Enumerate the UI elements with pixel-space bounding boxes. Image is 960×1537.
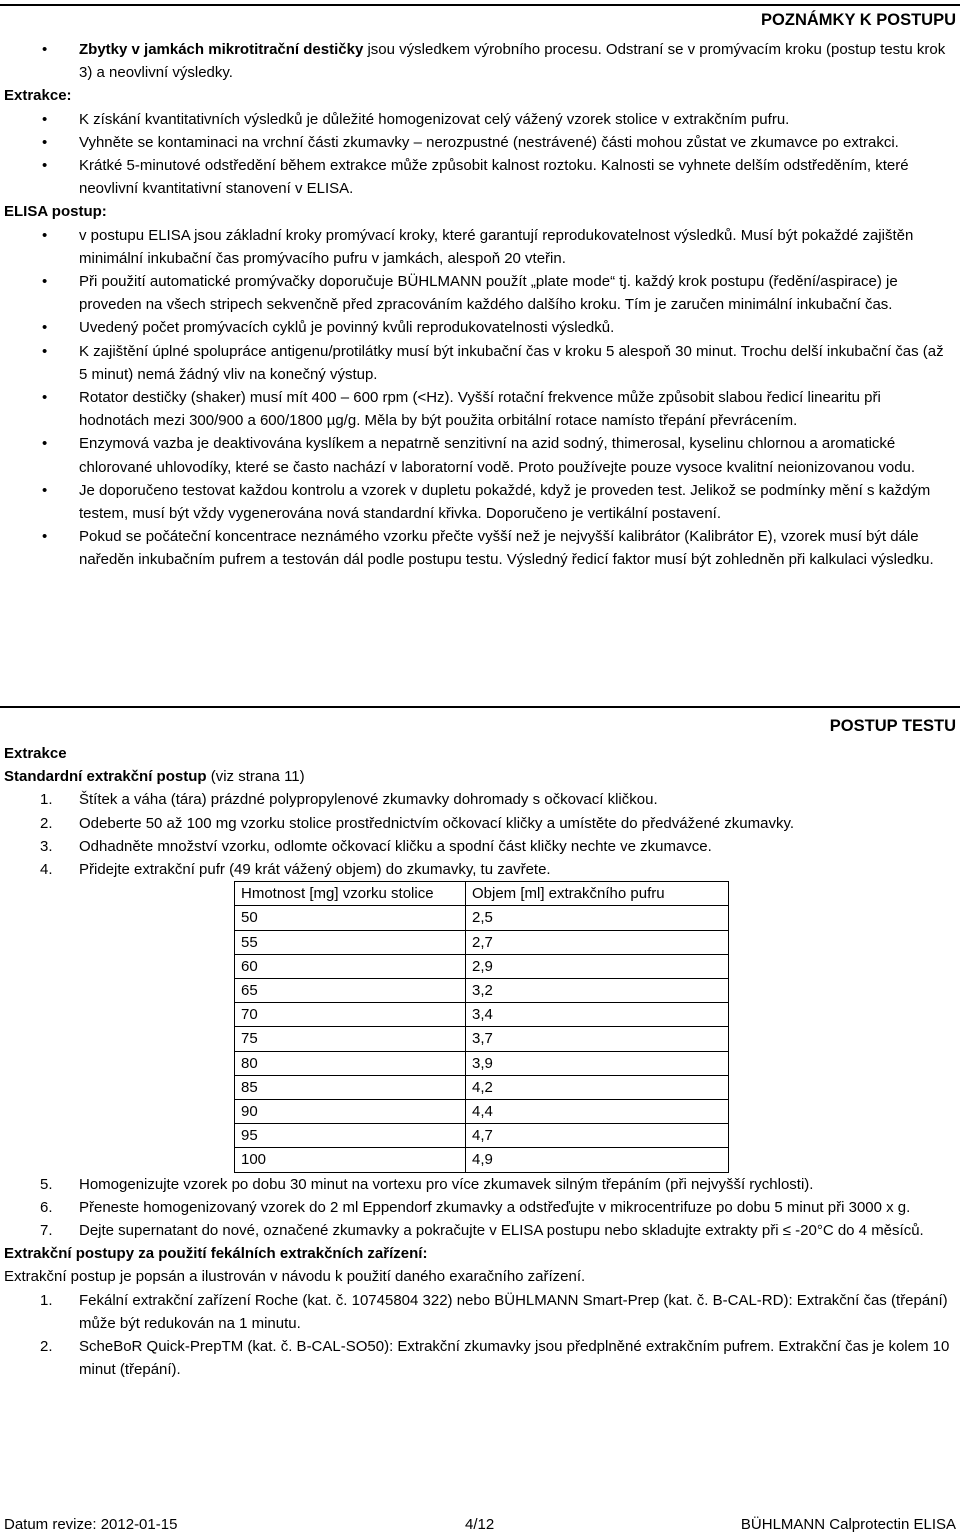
step-text: Homogenizujte vzorek po dobu 30 minut na vortexu pro více zkumavek silným třepáním (při nejvyšší rychlosti). bbox=[79, 1175, 814, 1193]
table-row bbox=[235, 979, 729, 1003]
table-header-row bbox=[235, 882, 729, 906]
table-cell: 65 bbox=[235, 979, 466, 1003]
notes-section bbox=[4, 38, 954, 572]
step-number: 6. bbox=[40, 1198, 53, 1216]
extraction-heading: Extrakce: bbox=[4, 87, 72, 105]
bullet-item bbox=[4, 108, 954, 131]
footer-product-name: BÜHLMANN Calprotectin ELISA bbox=[740, 1516, 956, 1533]
step-text: Přeneste homogenizovaný vzorek do 2 ml Eppendorf zkumavky a odstřeďujte v mikrocentrifuze po dobu 5 minut při 3000 x g. bbox=[79, 1198, 911, 1216]
table-cell: 3,9 bbox=[466, 1051, 729, 1075]
bullet-text: Při použití automatické promývačky doporučuje BÜHLMANN použít „plate mode“ tj. každý krok postupu (ředění/aspirace) je proveden na všech stripech sekvenčně před zpracováním každého dalšího kroku. Tím je zaručen minimální inkubační čas. bbox=[79, 273, 898, 314]
step-number: 4. bbox=[40, 861, 53, 879]
bullet-icon: • bbox=[42, 528, 48, 546]
bullet-item bbox=[4, 270, 954, 316]
step-item bbox=[4, 835, 954, 858]
steps-list-a bbox=[4, 788, 954, 881]
table-cell: 60 bbox=[235, 954, 466, 978]
bullet-item bbox=[4, 340, 954, 386]
table-row bbox=[235, 1075, 729, 1099]
step-number: 3. bbox=[40, 837, 53, 855]
steps-list-b bbox=[4, 1173, 954, 1243]
table-cell: 3,7 bbox=[466, 1027, 729, 1051]
table-row bbox=[235, 1051, 729, 1075]
bullet-text: K zajištění úplné spolupráce antigenu/protilátky musí být inkubační čas v kroku 5 alespoň 30 minut. Trochu delší inkubační čas (až 5 minut) nemá žádný vliv na konečný výstup. bbox=[79, 342, 944, 383]
step-item bbox=[4, 1173, 954, 1196]
table-header-cell: Objem [ml] extrakčního pufru bbox=[466, 882, 729, 906]
extraction-bullets bbox=[4, 108, 954, 201]
bullet-text: v postupu ELISA jsou základní kroky promývací kroky, které garantují reprodukovatelnost výsledků. Musí být pokaždé zajištěn minimální inkubační čas promývacího pufru v jamkách, alespoň 20 vteřin. bbox=[79, 226, 914, 267]
step-text: Štítek a váha (tára) prázdné polypropylenové zkumavky dohromady s očkovací kličkou. bbox=[79, 791, 658, 809]
bullet-icon: • bbox=[42, 41, 48, 58]
bullet-item bbox=[4, 479, 954, 525]
step-text: Odhadněte množství vzorku, odlomte očkovací kličku a spodní část kličky nechte ve zkumavce. bbox=[79, 837, 712, 855]
step-number: 1. bbox=[40, 1291, 53, 1309]
bullet-icon: • bbox=[42, 133, 48, 151]
bullet-item bbox=[4, 224, 954, 270]
step-text: Fekální extrakční zařízení Roche (kat. č. 10745804 322) nebo BÜHLMANN Smart-Prep (kat. č. B-CAL-RD): Extrakční čas (třepání) může být redukován na 1 minutu. bbox=[79, 1291, 948, 1332]
table-header-cell: Hmotnost [mg] vzorku stolice bbox=[235, 882, 466, 906]
step-item bbox=[4, 812, 954, 835]
bullet-icon: • bbox=[42, 319, 48, 337]
procedure-title: POSTUP TESTU bbox=[829, 717, 956, 735]
standard-heading-bold: Standardní extrakční postup bbox=[4, 768, 207, 786]
table-cell: 2,9 bbox=[466, 954, 729, 978]
middle-rule bbox=[0, 706, 960, 708]
step-item bbox=[4, 1289, 954, 1335]
step-item bbox=[4, 1219, 954, 1242]
step-item bbox=[4, 1335, 954, 1381]
table-row bbox=[235, 1003, 729, 1027]
step-item bbox=[4, 1196, 954, 1219]
step-item bbox=[4, 788, 954, 811]
step-number: 2. bbox=[40, 1338, 53, 1356]
step-text: Dejte supernatant do nové, označené zkumavky a pokračujte v ELISA postupu nebo skladujte extrakty při ≤ -20°C do 4 měsíců. bbox=[79, 1222, 924, 1240]
notes-intro-bullet bbox=[4, 38, 954, 84]
bullet-item bbox=[4, 432, 954, 478]
table-cell: 90 bbox=[235, 1100, 466, 1124]
table-cell: 2,5 bbox=[466, 906, 729, 930]
elisa-bullets bbox=[4, 224, 954, 572]
step-number: 7. bbox=[40, 1222, 53, 1240]
bullet-item bbox=[4, 131, 954, 154]
bullet-text: Rotator destičky (shaker) musí mít 400 – 600 rpm (<Hz). Vyšší rotační frekvence může způsobit slabou ředicí linearitu při hodnotách mezi 300/900 a 600/1800 µg/g. Měla by být použita orbitální rotace namísto třepání převrácením. bbox=[79, 389, 881, 430]
table-cell: 4,7 bbox=[466, 1124, 729, 1148]
bullet-icon: • bbox=[42, 110, 48, 128]
bullet-icon: • bbox=[42, 481, 48, 499]
table-row bbox=[235, 954, 729, 978]
table-cell: 100 bbox=[235, 1148, 466, 1172]
table-cell: 70 bbox=[235, 1003, 466, 1027]
standard-heading-rest: (viz strana 11) bbox=[206, 768, 305, 786]
bullet-item bbox=[4, 386, 954, 432]
bullet-icon: • bbox=[42, 435, 48, 453]
bullet-text: Pokud se počáteční koncentrace neznámého vzorku přečte vyšší než je nejvyšší kalibrátor (Kalibrátor E), vzorek musí být dále naředěn inkubačním pufrem a testován dál podle postupu testu. Výsledný ředicí faktor musí být zohledněn při kalkulaci výsledku. bbox=[79, 528, 934, 569]
device-steps-list bbox=[4, 1289, 954, 1382]
table-cell: 2,7 bbox=[466, 930, 729, 954]
bullet-item bbox=[4, 316, 954, 339]
table-row bbox=[235, 930, 729, 954]
device-heading: Extrakční postupy za použití fekálních extrakčních zařízení: bbox=[4, 1245, 428, 1263]
bullet-item bbox=[4, 154, 954, 200]
table-row bbox=[235, 906, 729, 930]
table-cell: 85 bbox=[235, 1075, 466, 1099]
bullet-icon: • bbox=[42, 226, 48, 244]
table-cell: 75 bbox=[235, 1027, 466, 1051]
table-cell: 3,2 bbox=[466, 979, 729, 1003]
bullet-text: Enzymová vazba je deaktivována kyslíkem a nepatrně senzitivní na azid sodný, thimerosal, kyselinu chlornou a aromatické chlorované uhlovodíky, které se často nachází v laboratorní vodě. Proto používejte pouze vysoce kvalitní neionizovanou vodu. bbox=[79, 435, 916, 476]
bullet-bold-text: Zbytky v jamkách mikrotitrační destičky bbox=[79, 41, 364, 58]
bullet-text: Krátké 5-minutové odstředění během extrakce může způsobit kalnost roztoku. Kalnosti se vyhnete delším odstředěním, které neovlivní kvantitativní stanovení v ELISA. bbox=[79, 157, 909, 198]
table-row bbox=[235, 1027, 729, 1051]
notes-title: POZNÁMKY K POSTUPU bbox=[761, 11, 956, 29]
bullet-icon: • bbox=[42, 157, 48, 175]
step-text: ScheBoR Quick-PrepTM (kat. č. B-CAL-SO50): Extrakční zkumavky jsou předplněné extrakčním pufrem. Extrakční čas je kolem 10 minut (třepání). bbox=[79, 1338, 950, 1379]
device-intro: Extrakční postup je popsán a ilustrován v návodu k použití daného exaračního zařízení. bbox=[4, 1268, 586, 1286]
bullet-item bbox=[4, 525, 954, 571]
top-rule bbox=[0, 4, 960, 6]
table-cell: 3,4 bbox=[466, 1003, 729, 1027]
procedure-extraction-heading: Extrakce bbox=[4, 745, 67, 762]
table-cell: 80 bbox=[235, 1051, 466, 1075]
step-number: 5. bbox=[40, 1175, 53, 1193]
table-cell: 4,9 bbox=[466, 1148, 729, 1172]
elisa-heading: ELISA postup: bbox=[4, 203, 107, 221]
bullet-text: K získání kvantitativních výsledků je důležité homogenizovat celý vážený vzorek stolice v extrakčním pufru. bbox=[79, 110, 790, 128]
footer-page-number: 4/12 bbox=[465, 1516, 495, 1533]
standard-procedure-heading bbox=[4, 765, 954, 788]
table-cell: 50 bbox=[235, 906, 466, 930]
step-text: Odeberte 50 až 100 mg vzorku stolice prostřednictvím očkovací kličky a umístěte do předvážené zkumavky. bbox=[79, 814, 795, 832]
bullet-text: Vyhněte se kontaminaci na vrchní části zkumavky – nerozpustné (nestrávené) části mohou zůstat ve zkumavce po extrakci. bbox=[79, 133, 899, 151]
bullet-icon: • bbox=[42, 273, 48, 291]
bullet-text: jsou výsledkem výrobního procesu. Odstraní se v promývacím kroku (postup testu krok 3) a neovlivní výsledky. bbox=[79, 41, 946, 82]
table-cell: 55 bbox=[235, 930, 466, 954]
bullet-text: Je doporučeno testovat každou kontrolu a vzorek v dupletu pokaždé, když je proveden test. Jelikož se podmínky mění s každým testem, musí být vždy vygenerována nová standardní křivka. Doporučeno je vertikální postavení. bbox=[79, 481, 931, 523]
table-row bbox=[235, 1148, 729, 1172]
step-text: Přidejte extrakční pufr (49 krát vážený objem) do zkumavky, tu zavřete. bbox=[79, 861, 551, 879]
table-cell: 4,4 bbox=[466, 1100, 729, 1124]
bullet-text: Uvedený počet promývacích cyklů je povinný kvůli reprodukovatelnosti výsledků. bbox=[79, 319, 615, 337]
bullet-icon: • bbox=[42, 342, 48, 360]
step-number: 1. bbox=[40, 791, 53, 809]
bullet-icon: • bbox=[42, 389, 48, 407]
table-row bbox=[235, 1100, 729, 1124]
step-number: 2. bbox=[40, 814, 53, 832]
extraction-buffer-table bbox=[234, 881, 729, 1172]
table-cell: 4,2 bbox=[466, 1075, 729, 1099]
footer-revision-date: Datum revize: 2012-01-15 bbox=[4, 1516, 178, 1533]
table-cell: 95 bbox=[235, 1124, 466, 1148]
procedure-section bbox=[4, 742, 954, 1381]
step-item bbox=[4, 858, 954, 881]
table-row bbox=[235, 1124, 729, 1148]
